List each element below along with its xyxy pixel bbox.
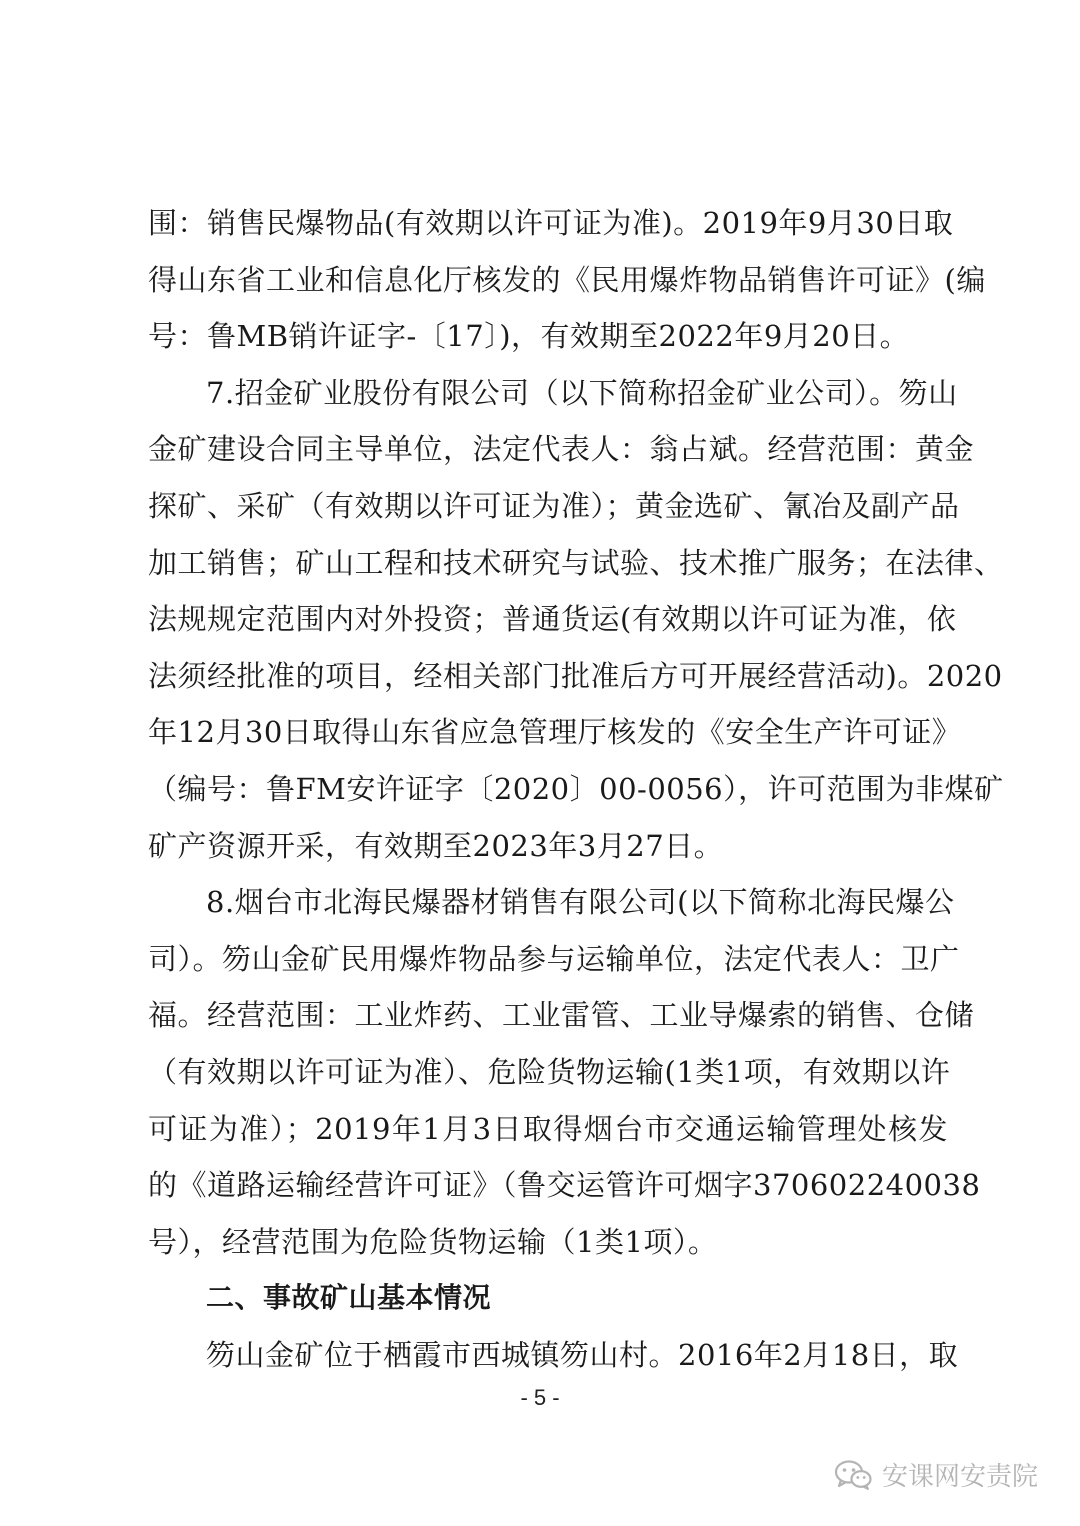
text-line: 7.招金矿业股份有限公司（以下简称招金矿业公司）。笏山 [206, 375, 958, 410]
text-line: 得山东省工业和信息化厅核发的《民用爆炸物品销售许可证》(编 [148, 262, 986, 297]
text-line: 8.烟台市北海民爆器材销售有限公司(以下简称北海民爆公 [206, 885, 955, 920]
watermark-text: 安课网安责院 [881, 1462, 1038, 1492]
body-text [148, 195, 1004, 1383]
text-line: 号），经营范围为危险货物运输（1类1项）。 [148, 1224, 718, 1259]
page-number: - 5 - [520, 1385, 560, 1410]
text-line: 围：销售民爆物品(有效期以许可证为准)。2019年9月30日取 [148, 206, 954, 240]
section-heading: 二、事故矿山基本情况 [206, 1281, 492, 1315]
text-line: 笏山金矿位于栖霞市西城镇笏山村。2016年2月18日，取 [206, 1337, 959, 1372]
text-line: 年12月30日取得山东省应急管理厅核发的《安全生产许可证》 [148, 715, 962, 750]
text-line: 金矿建设合同主导单位，法定代表人：翁占斌。经营范围：黄金 [148, 432, 975, 467]
text-line: 的《道路运输经营许可证》（鲁交运管许可烟字370602240038 [148, 1168, 981, 1203]
text-line: （编号：鲁FM安许证字〔2020〕00-0056），许可范围为非煤矿 [148, 771, 1004, 806]
text-line: 加工销售；矿山工程和技术研究与试验、技术推广服务；在法律、 [148, 545, 1004, 580]
text-line: 福。经营范围：工业炸药、工业雷管、工业导爆索的销售、仓储 [148, 998, 975, 1033]
text-line: 可证为准）；2019年1月3日取得烟台市交通运输管理处核发 [148, 1111, 948, 1146]
wechat-icon [834, 1459, 872, 1491]
text-line: （有效期以许可证为准）、危险货物运输(1类1项，有效期以许 [148, 1054, 951, 1089]
text-line: 司）。笏山金矿民用爆炸物品参与运输单位，法定代表人：卫广 [148, 941, 960, 976]
text-line: 矿产资源开采，有效期至2023年3月27日。 [148, 828, 724, 863]
text-line: 法规规定范围内对外投资；普通货运(有效期以许可证为准，依 [148, 602, 957, 637]
text-line: 探矿、采矿（有效期以许可证为准）；黄金选矿、氰冶及副产品 [148, 488, 960, 523]
text-line: 法须经批准的项目，经相关部门批准后方可开展经营活动)。2020 [148, 658, 1003, 693]
text-line: 号：鲁MB销许证字-〔17〕)，有效期至2022年9月20日。 [148, 319, 910, 354]
watermark [834, 1456, 1038, 1493]
